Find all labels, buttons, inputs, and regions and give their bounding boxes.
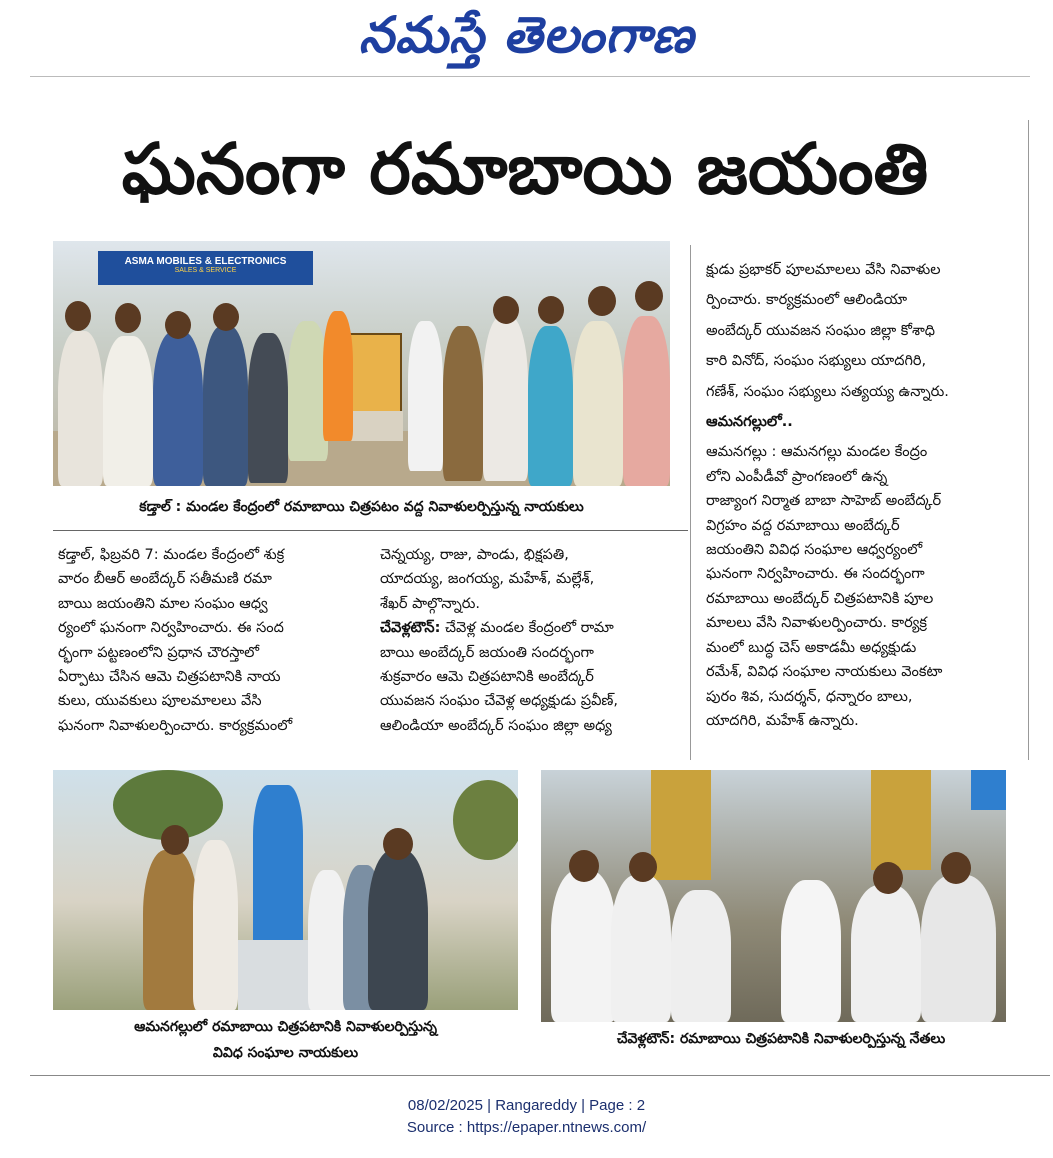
head [569, 850, 599, 882]
text-line: రమేశ్, వివిధ సంఘాల నాయకులు వెంకటా [706, 664, 943, 681]
person [573, 321, 623, 486]
subheading-amangal: ఆమనగల్లులో.. [706, 414, 793, 431]
person [323, 311, 353, 441]
text-line: అంబేద్కర్ యువజన సంఘం జిల్లా కోశాధి [706, 322, 935, 339]
head [635, 281, 663, 311]
head [629, 852, 657, 882]
text-line: లోని ఎంపీడీవో ప్రాంగణంలో ఉన్న [706, 468, 888, 485]
head [588, 286, 616, 316]
body-column-2 [380, 543, 680, 738]
text-span: చేవెళ్ల మండల కేంద్రంలో రామా [440, 620, 614, 637]
text-line: యువజన సంఘం చేవెళ్ల అధ్యక్షుడు ప్రవీణ్, [380, 693, 619, 710]
text-line: ఘనంగా నిర్వహించారు. ఈ సందర్భంగా [706, 566, 925, 583]
shop-sign-subtext: SALES & SERVICE [174, 267, 237, 274]
person [193, 840, 238, 1010]
person [143, 850, 198, 1010]
person [781, 880, 841, 1022]
person [551, 870, 616, 1022]
person [368, 850, 428, 1010]
head [115, 303, 141, 333]
text-line: ఘనంగా నివాళులర్పించారు. కార్యక్రమంలో [58, 717, 293, 734]
caption-bottom-left-line2: వివిధ సంఘాల నాయకులు [212, 1045, 359, 1061]
tree [453, 780, 518, 860]
person [671, 890, 731, 1022]
text-line: ఏర్పాటు చేసిన ఆమె చిత్రపటానికి నాయ [58, 669, 281, 686]
head [165, 311, 191, 339]
text-line: యాదయ్య, జంగయ్య, మహేశ్, మల్లేశ్, [380, 571, 595, 588]
text-line: ఆమనగల్లు : ఆమనగల్లు మండల కేంద్రం [706, 444, 928, 461]
text-line-lead [380, 616, 680, 640]
text-line: జయంతిని వివిధ సంఘాల ఆధ్వర్యంలో [706, 542, 923, 559]
text-line: రమాబాయి అంబేద్కర్ చిత్రపటానికి పూల [706, 590, 934, 607]
headline: ఘనంగా రమాబాయి జయంతి [121, 128, 929, 210]
photo-kadthal-leaders [53, 241, 670, 486]
text-line: ఆలిండియా అంబేద్కర్ సంఘం జిల్లా అధ్య [380, 717, 612, 734]
footer-divider [30, 1075, 1050, 1076]
text-line: శుక్రవారం ఆమె చిత్రపటానికి అంబేద్కర్ [380, 669, 594, 686]
photo-chevella-leaders [541, 770, 1006, 1022]
person [528, 326, 573, 486]
text-line: గణేశ్, సంఘం సభ్యులు సత్యయ్య ఉన్నారు. [706, 383, 949, 400]
text-line: కడ్తాల్, ఫిబ్రవరి 7: మండల కేంద్రంలో శుక్ర [58, 547, 285, 563]
caption-bottom-right: చేవెళ్లటౌన్: రమాబాయి చిత్రపటానికి నివాళులర్పిస్తున్న నేతలు [616, 1031, 946, 1047]
text-line: మంలో బుద్ధ చెస్ అకాడమీ అధ్యక్షుడు [706, 639, 917, 656]
text-line: కారి వినోద్, సంఘం సభ్యులు యాదగిరి, [706, 353, 927, 370]
statue [651, 770, 711, 880]
body-column-1 [58, 543, 370, 738]
statue-pedestal [238, 940, 318, 1010]
text-line: యాదగిరి, మహేశ్ ఉన్నారు. [706, 712, 859, 729]
caption-bottom-left-line1: ఆమనగల్లులో రమాబాయి చిత్రపటానికి నివాళులర్పిస్తున్న [134, 1019, 437, 1035]
person [203, 326, 248, 486]
right-column [706, 258, 1011, 733]
head [941, 852, 971, 884]
canopy [971, 770, 1006, 810]
statue [253, 785, 303, 955]
person [483, 316, 528, 481]
person [921, 875, 996, 1022]
person [248, 333, 288, 483]
shop-sign-board [98, 251, 313, 285]
text-line: ర్పించారు. కార్యక్రమంలో ఆలిండియా [706, 292, 908, 309]
footer-source[interactable]: Source : https://epaper.ntnews.com/ [406, 1119, 647, 1136]
masthead-divider [30, 76, 1030, 77]
head [538, 296, 564, 324]
text-line: క్షుడు ప్రభాకర్ పూలమాలలు వేసి నివాళుల [706, 262, 941, 278]
person [103, 336, 153, 486]
text-line: ర్యంలో ఘనంగా నిర్వహించారు. ఈ సంద [58, 620, 284, 637]
text-line: వారం బీఆర్ అంబేద్కర్ సతీమణి రమా [58, 571, 272, 588]
head [383, 828, 413, 860]
text-line: రాజ్యాంగ నిర్మాత బాబా సాహెబ్ అంబేద్కర్ [706, 493, 942, 510]
head [65, 301, 91, 331]
masthead-title: నమస్తే తెలంగాణ [358, 6, 695, 64]
text-line: బాయి జయంతిని మాల సంఘం ఆధ్వ [58, 595, 268, 612]
caption-divider [53, 530, 688, 531]
head [213, 303, 239, 331]
person [153, 331, 203, 486]
dateline-chevella: చేవెళ్లటౌన్: [380, 620, 441, 637]
right-edge-rule [1028, 120, 1029, 760]
head [493, 296, 519, 324]
text-line: చెన్నయ్య, రాజు, పాండు, భిక్షపతి, [380, 547, 569, 563]
shop-sign-text: ASMA MOBILES & ELECTRONICS [124, 256, 287, 267]
person [408, 321, 443, 471]
person [308, 870, 348, 1010]
person [58, 331, 103, 486]
photo-amangal-statue [53, 770, 518, 1010]
head [161, 825, 189, 855]
text-line: పురం శివ, సుదర్శన్, ధన్నారం బాలు, [706, 688, 913, 705]
person [443, 326, 483, 481]
text-line: మాలలు వేసి నివాళులర్పించారు. కార్యక్ర [706, 615, 927, 632]
statue [871, 770, 931, 870]
text-line: విగ్రహం వద్ద రమాబాయి అంబేద్కర్ [706, 517, 900, 534]
person [623, 316, 670, 486]
person [288, 321, 328, 461]
head [873, 862, 903, 894]
text-line: కులు, యువకులు పూలమాలలు వేసి [58, 693, 262, 710]
person [611, 875, 671, 1022]
footer-date-edition: 08/02/2025 | Rangareddy | Page : 2 [407, 1097, 646, 1114]
text-line: బాయి అంబేద్కర్ జయంతి సందర్భంగా [380, 644, 594, 661]
text-line: శేఖర్ పాల్గొన్నారు. [380, 595, 481, 612]
caption-top-photo: కడ్తాల్ : మండల కేంద్రంలో రమాబాయి చిత్రపటం వద్ద నివాళులర్పిస్తున్న నాయకులు [139, 499, 584, 515]
column-divider [690, 245, 691, 760]
person [851, 885, 921, 1022]
text-line: ర్భంగా పట్టణంలోని ప్రధాన చౌరస్తాలో [58, 644, 260, 661]
